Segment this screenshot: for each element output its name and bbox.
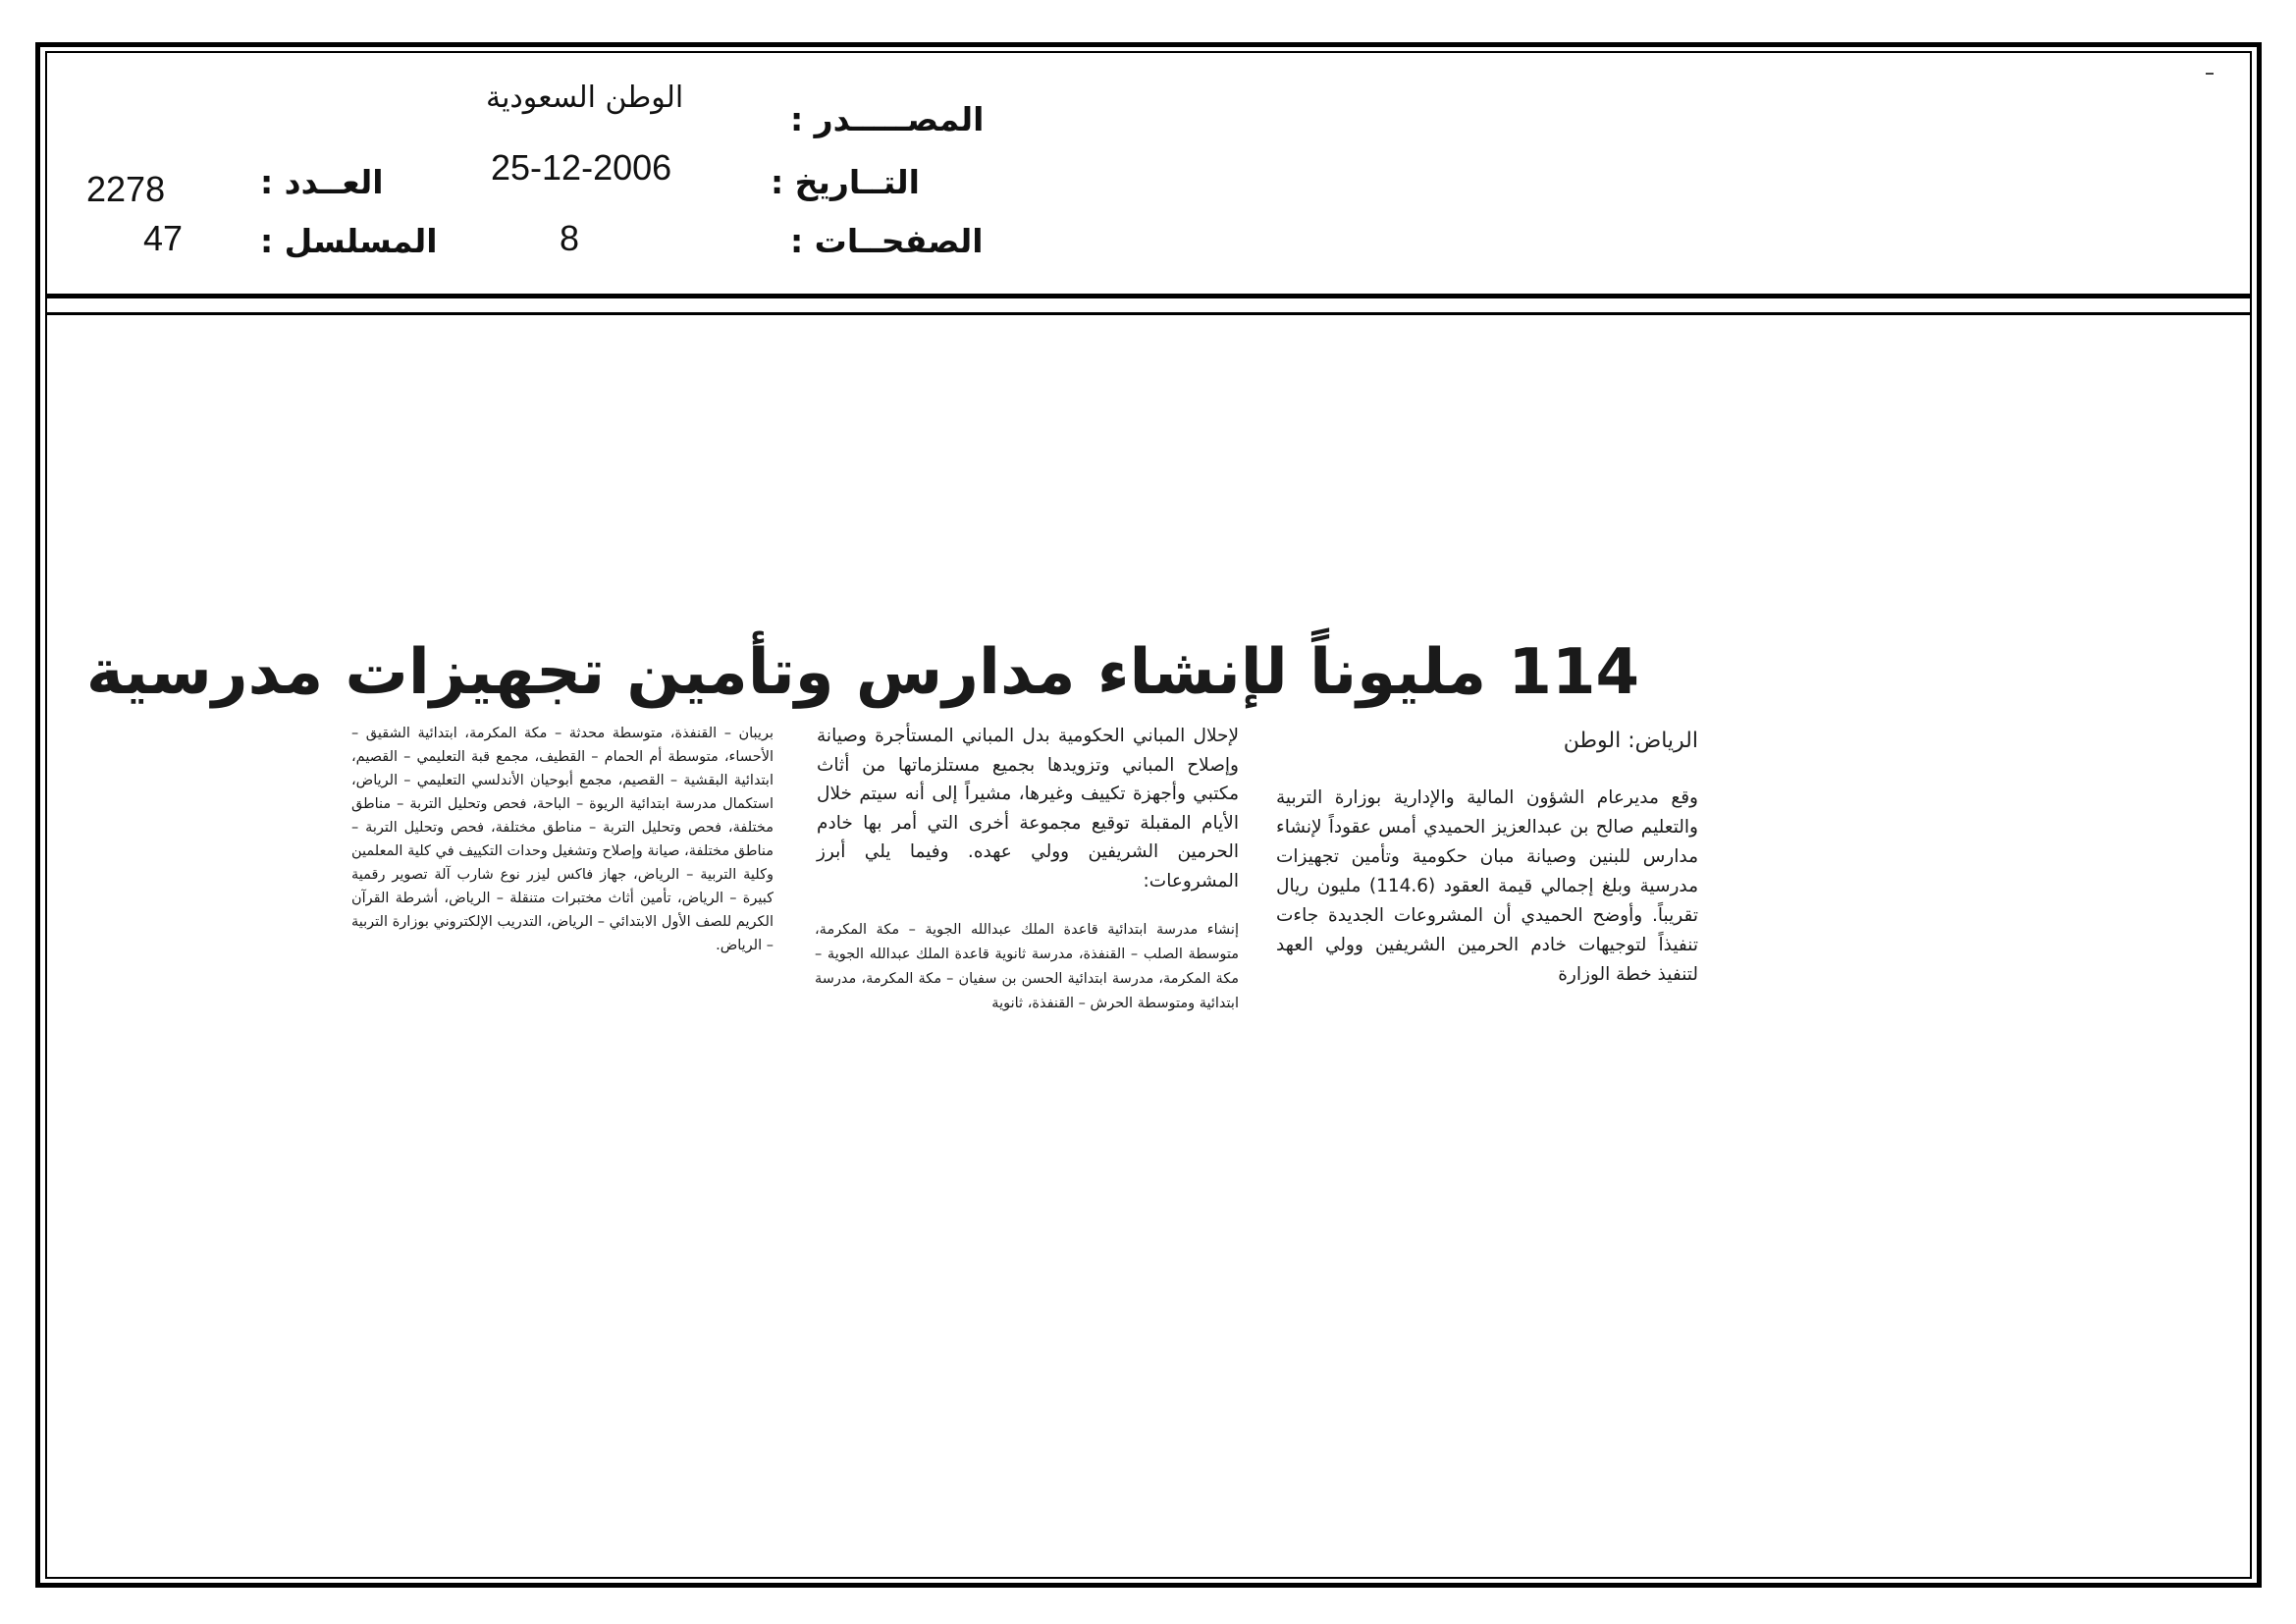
- column-2-list-text: إنشاء مدرسة ابتدائية قاعدة الملك عبدالله الجوية – مكة المكرمة، متوسطة الصلب – القنفذة، مدرسة ثانوية قاعدة الملك عبدالله الجوية – مكة المكرمة، مدرسة ابتدائية الحسن بن سفيان – مكة المكرمة، مدرسة ابتدائية ومتوسطة الحرش – القنفذة، ثانوية: [815, 922, 1239, 1011]
- date-label: التــاريخ :: [771, 163, 920, 201]
- column-3-text: بريبان – القنفذة، متوسطة محدثة – مكة المكرمة، ابتدائية الشقيق – الأحساء، متوسطة أم الحمام – القطيف، مجمع قبة التعليمي – القصيم، ابتدائية البقشية – القصيم، مجمع أبوحيان الأندلسي التعليمي – الرياض، استكمال مدرسة ابتدائية الريوة – الباحة، فحص وتحليل التربة – مناطق مختلفة، فحص وتحليل التربة – مناطق مختلفة، فحص وتحليل التربة – مناطق مختلفة، صيانة وإصلاح وتشغيل وحدات التكييف في كلية المعلمين وكلية التربية – الرياض، جهاز فاكس ليزر نوع شارب آلة تصوير رقمية كبيرة – الرياض، تأمين أثاث مختبرات متنقلة – الرياض، أشرطة القرآن الكريم للصف الأول الابتدائي – الرياض، التدريب الإلكتروني بوزارة التربية – الرياض.: [351, 726, 774, 953]
- source-label: المصـــــدر :: [790, 100, 985, 138]
- serial-label: المسلسل :: [260, 222, 438, 260]
- issue-number: 2278: [86, 169, 166, 209]
- header-divider-thick: [45, 294, 2252, 298]
- article-headline: 114 مليوناً لإنشاء مدارس وتأمين تجهيزات مدرسية: [85, 636, 1639, 709]
- pages-label: الصفحــات :: [790, 222, 984, 260]
- source-value: الوطن السعودية: [486, 81, 684, 115]
- serial-number: 47: [143, 218, 184, 258]
- column-1-text: وقع مديرعام الشؤون المالية والإدارية بوزارة التربية والتعليم صالح بن عبدالعزيز الحميدي أمس عقوداً لإنشاء مدارس للبنين وصيانة مبان حكومية وتأمين تجهيزات مدرسية وبلغ إجمالي قيمة العقود (114.6) مليون ريال تقريباً. وأوضح الحميدي أن المشروعات الجديدة جاءت تنفيذاً لتوجيهات خادم الحرمين الشريفين وولي العهد لتنفيذ خطة الوزارة: [1276, 787, 1698, 985]
- article-column-2-list: [815, 918, 1239, 1016]
- date-value: 25-12-2006: [491, 147, 672, 188]
- article-column-3: [351, 722, 774, 957]
- header-divider-thin: [45, 312, 2252, 315]
- column-2-intro-text: لإحلال المباني الحكومية بدل المباني المستأجرة وصيانة وإصلاح المباني وتزويدها بجميع مستلزماتها من أثاث مكتبي وأجهزة تكييف وغيرها، مشيراً إلى أنه سيتم خلال الأيام المقبلة توقيع مجموعة أخرى التي أمر بها خادم الحرمين الشريفين وولي عهده. وفيما يلي أبرز المشروعات:: [817, 726, 1239, 892]
- article-byline: الرياض: الوطن: [1563, 729, 1698, 753]
- article-column-1: [1276, 784, 1698, 990]
- article-column-2-intro: [817, 722, 1239, 895]
- pages-value: 8: [560, 218, 580, 258]
- scan-mark: [2206, 73, 2214, 75]
- issue-label: العــدد :: [260, 163, 384, 201]
